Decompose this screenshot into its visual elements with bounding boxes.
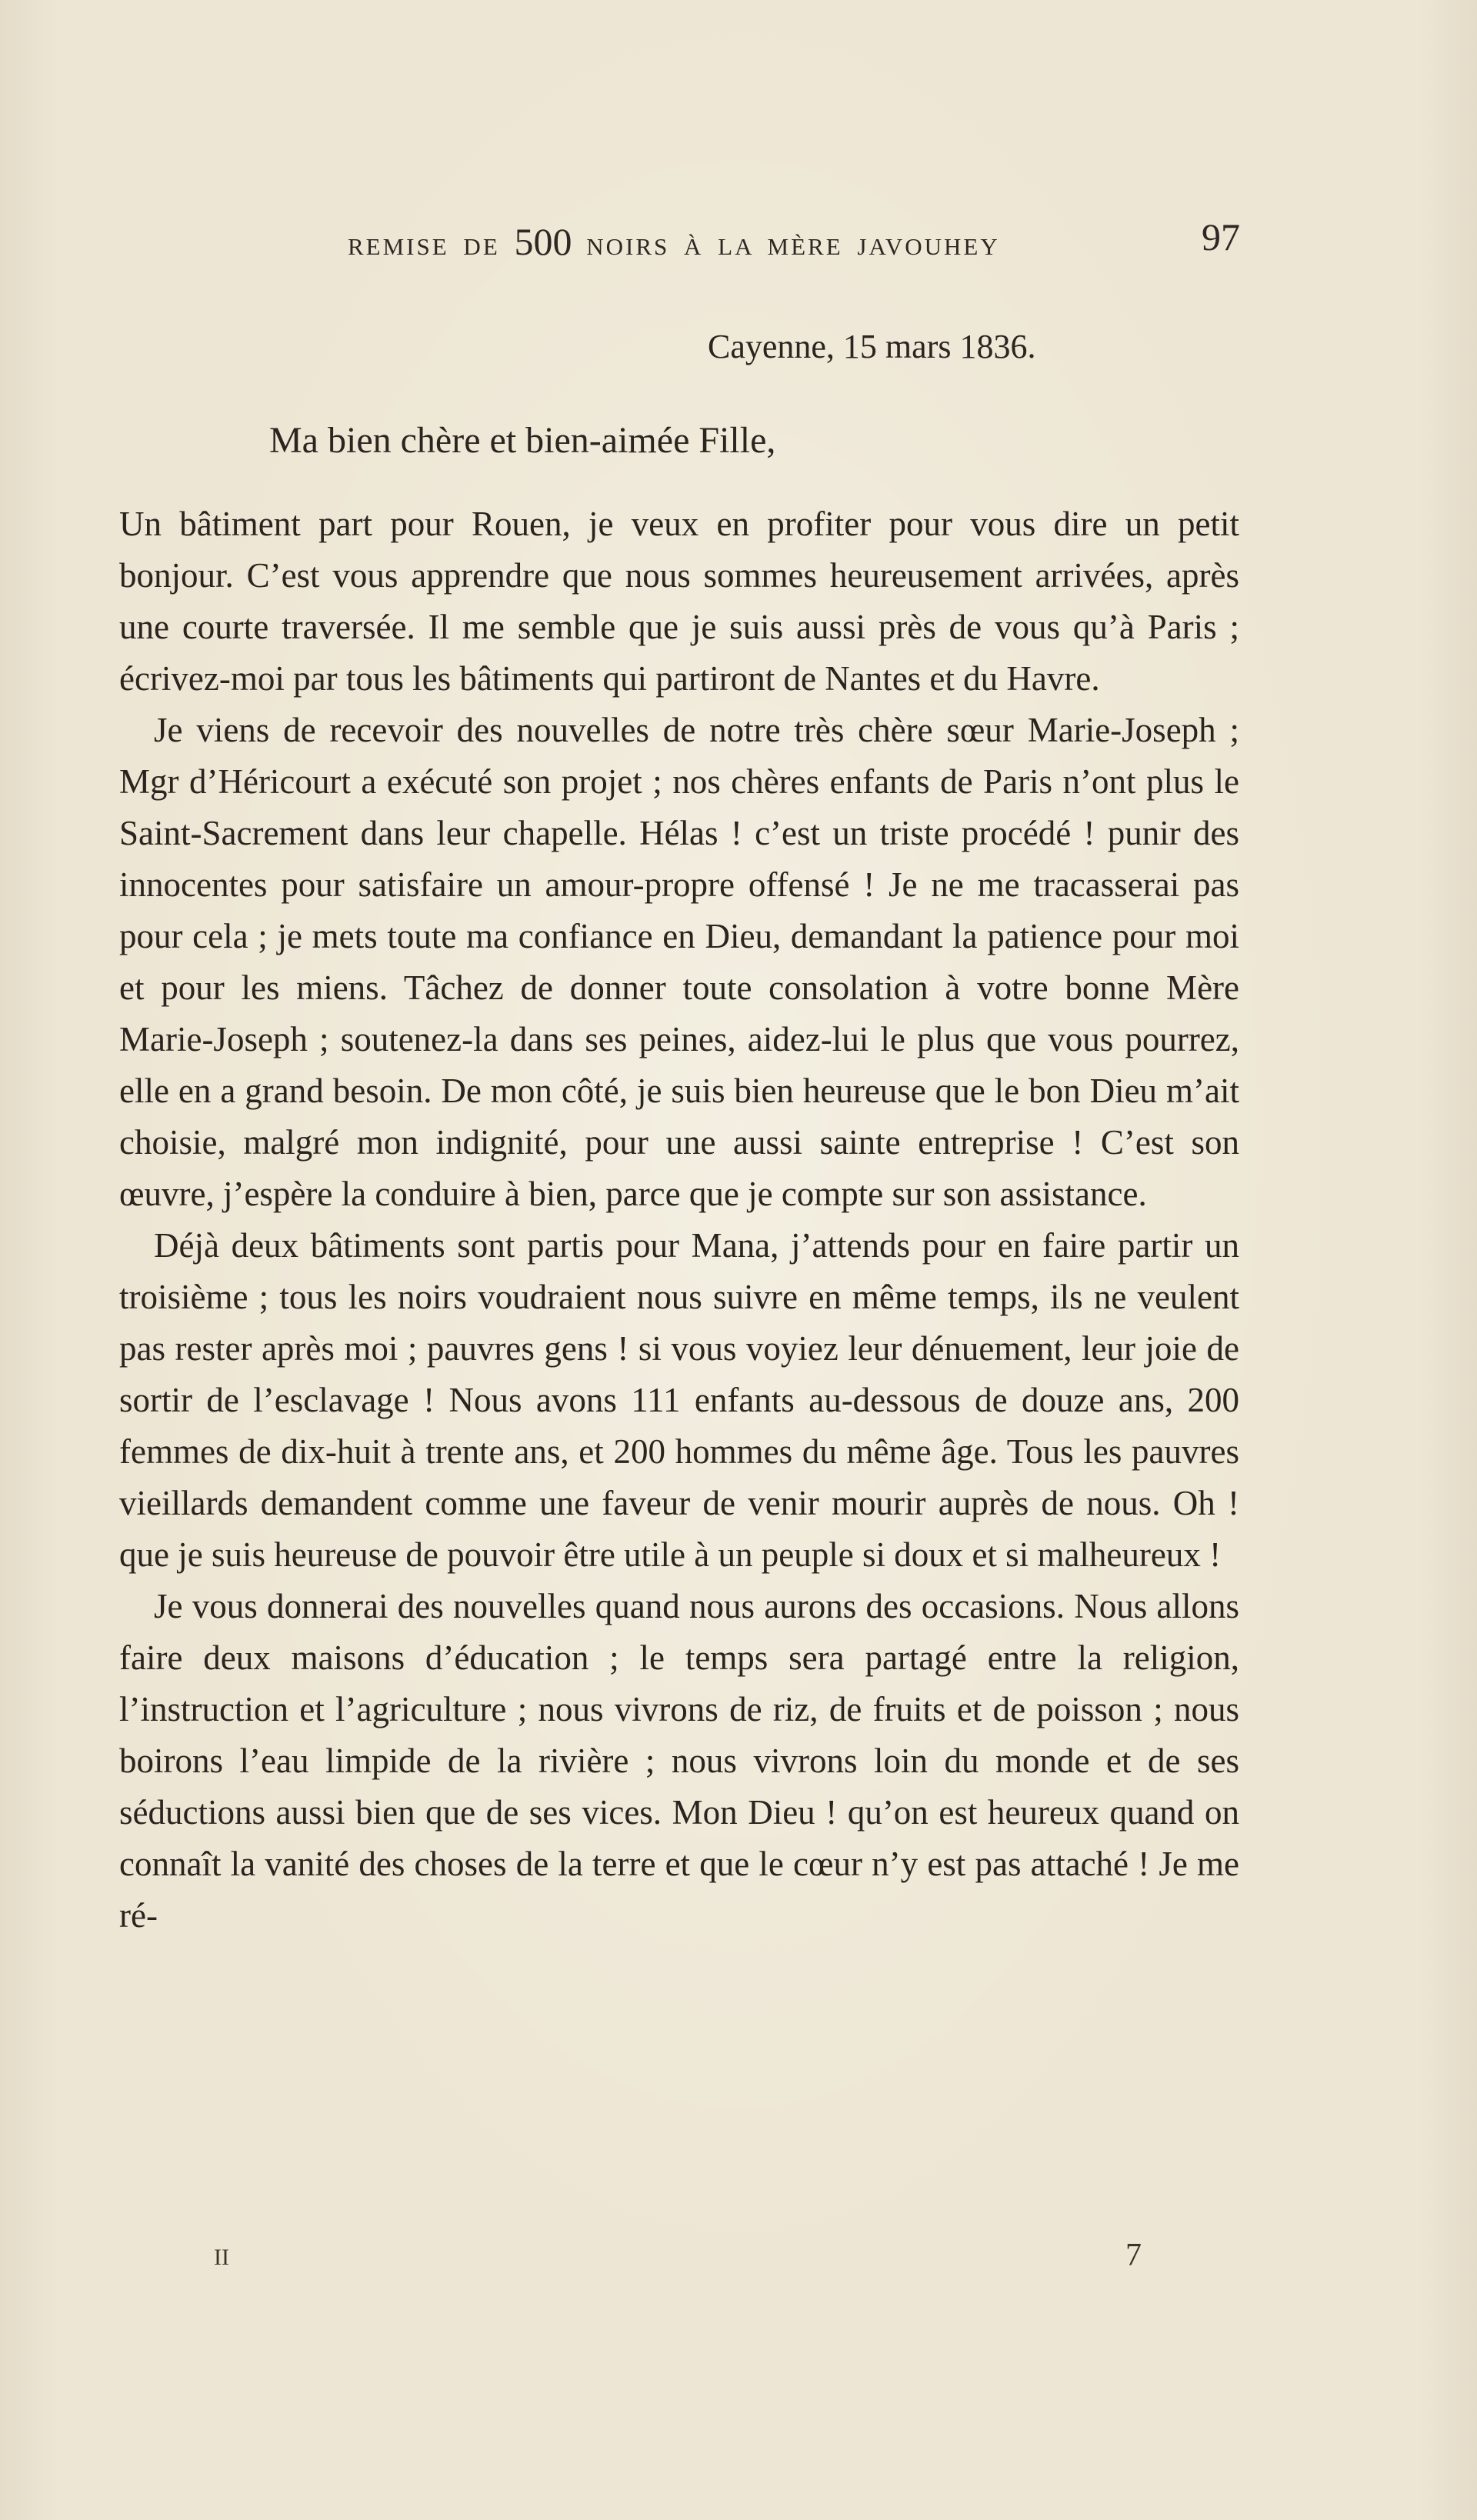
paragraph: Je viens de recevoir des nouvelles de notre très chère sœur Marie-Joseph ; Mgr d’Héricourt a exécuté son projet ; nos chères enfants de Paris n’ont plus le Saint-Sacrement dans leur chapelle. Hélas ! c’est un triste procédé ! punir des innocentes pour satisfaire un amour-propre offensé ! Je ne me tracasserai pas pour cela ; je mets toute ma confiance en Dieu, demandant la patience pour moi et pour les miens. Tâchez de donner toute consolation à votre bonne Mère Marie-Joseph ; soutenez-la dans ses peines, aidez-lui le plus que vous pourrez, elle en a grand besoin. De mon côté, je suis bien heureuse que le bon Dieu m’ait choisie, malgré mon indignité, pour une aussi sainte entreprise ! C’est son œuvre, j’espère la conduire à bien, parce que je compte sur son assistance. xyxy=(119,711,1239,1213)
running-title xyxy=(348,219,1000,264)
signature-number: 7 xyxy=(1125,2238,1142,2273)
running-header xyxy=(348,215,1240,265)
paragraph: Un bâtiment part pour Rouen, je veux en profiter pour vous dire un petit bonjour. C’est vous apprendre que nous sommes heureusement arrivées, après une courte traversée. Il me semble que je suis aussi près de vous qu’à Paris ; écrivez-moi par tous les bâtiments qui partiront de Nantes et du Havre. xyxy=(119,505,1239,698)
letter-dateline: Cayenne, 15 mars 1836. xyxy=(708,328,1036,365)
letter-salutation: Ma bien chère et bien-aimée Fille, xyxy=(269,420,776,461)
printer-signature-mark: II xyxy=(214,2245,229,2270)
running-title-prefix: REMISE DE xyxy=(348,233,500,260)
letter-body xyxy=(119,498,1239,1942)
paragraph: Déjà deux bâtiments sont partis pour Mana, j’attends pour en faire partir un troisième ; tous les noirs voudraient nous suivre en même temps, ils ne veulent pas rester après moi ; pauvres gens ! si vous voyiez leur dénuement, leur joie de sortir de l’esclavage ! Nous avons 111 enfants au-dessous de douze ans, 200 femmes de dix-huit à trente ans, et 200 hommes du même âge. Tous les pauvres vieillards demandent comme une faveur de venir mourir auprès de nous. Oh ! que je suis heureuse de pouvoir être utile à un peuple si doux et si malheureux ! xyxy=(119,1226,1239,1574)
page-number: 97 xyxy=(1202,215,1240,258)
running-title-suffix: NOIRS À LA MÈRE JAVOUHEY xyxy=(586,233,1000,260)
paragraph: Je vous donnerai des nouvelles quand nous aurons des occasions. Nous allons faire deux maisons d’éducation ; le temps sera partagé entre la religion, l’instruction et l’agriculture ; nous vivrons de riz, de fruits et de poisson ; nous boirons l’eau limpide de la rivière ; nous vivrons loin du monde et de ses séductions aussi bien que de ses vices. Mon Dieu ! qu’on est heureux quand on connaît la vanité des choses de la terre et que le cœur n’y est pas attaché ! Je me ré- xyxy=(119,1587,1239,1935)
running-title-number: 500 xyxy=(514,220,572,263)
